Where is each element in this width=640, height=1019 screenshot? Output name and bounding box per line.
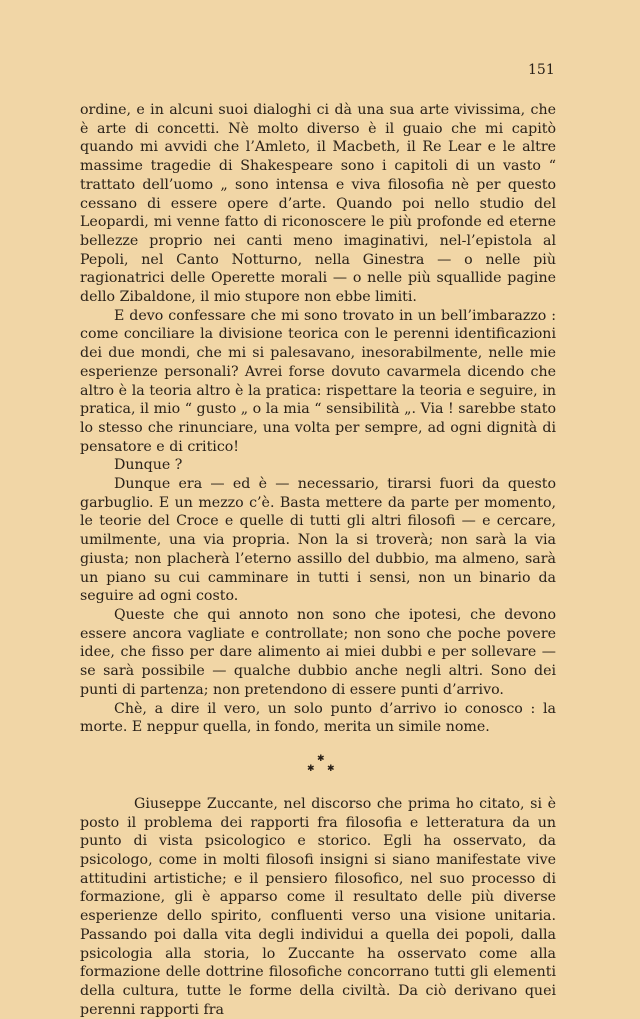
paragraph: Queste che qui annoto non sono che ipotesi, che devono essere ancora vagliate e controllate; non sono che poche povere idee, che fisso per dare alimento ai miei dubbi e per sollevare — se sarà possibile — qualche dubbio anche negli altri. Sono dei punti di partenza; non pretendono di essere punti d’arrivo. bbox=[80, 606, 556, 698]
section-two bbox=[80, 795, 556, 1019]
asterisk-icon: ✱ bbox=[317, 753, 325, 764]
page-number: 151 bbox=[528, 62, 555, 78]
paragraph: ordine, e in alcuni suoi dialoghi ci dà una sua arte vivissima, che è arte di concetti. Nè molto diverso è il guaio che mi capitò quando mi avvidi che l’Amleto, il Macbeth, il Re Lear e le altre massime tragedie di Shakespeare sono i capitoli di un vasto “ trattato dell’uomo „ sono intensa e viva filosofia nè per questo cessano di essere opere d’arte. Quando poi nello studio del Leopardi, mi venne fatto di riconoscere le più profonde ed eterne bellezze proprio nei canti meno imaginativi, nel-l’epistola al Pepoli, nel Canto Notturno, nella Ginestra — o nelle più ragionatrici delle Operette morali — o nelle più squallide pagine dello Zibaldone, il mio stupore non ebbe limiti. bbox=[80, 102, 556, 306]
section-one bbox=[80, 101, 556, 737]
body-text bbox=[80, 101, 556, 1019]
section-separator bbox=[80, 743, 556, 791]
paragraph: Dunque era — ed è — necessario, tirarsi fuori da questo garbuglio. E un mezzo c’è. Basta mettere da parte per momento, le teorie del Croce e quelle di tutti gli altri filosofi — e cercare, umilmente, una via propria. Non la si troverà; non sarà la via giusta; non placherà l’eterno assillo del dubbio, ma almeno, sarà un piano su cui camminare in tutti i sensi, non un binario da seguire ad ogni costo. bbox=[80, 476, 556, 605]
paragraph: Dunque ? bbox=[114, 457, 183, 474]
paragraph: Giuseppe Zuccante, nel discorso che prima ho citato, si è posto il problema dei rapporti fra filosofia e letteratura da un punto di vista psicologico e storico. Egli ha osservato, da psicologo, come in molti filosofi insigni si siano manifestate vive attitudini artistiche; e il pensiero filosofico, nel suo processo di formazione, gli è apparso come il resultato delle più diverse esperienze dello spirito, confluenti verso una visione unitaria. Passando poi dalla vita degli individui a quella dei popoli, dalla psicologia alla storia, lo Zuccante ha osservato come alla formazione delle dottrine filosofiche concorrano tutti gli elementi della cultura, tutte le forme della civiltà. Da ciò derivano quei perenni rapporti fra bbox=[80, 795, 556, 1018]
paragraph: Chè, a dire il vero, un solo punto d’arrivo io conosco : la morte. E neppur quella, in fondo, merita un simile nome. bbox=[80, 700, 556, 736]
paragraph: E devo confessare che mi sono trovato in un bell’imbarazzo : come conciliare la divisione teorica con le perenni identificazioni dei due mondi, che mi si palesavano, inesorabilmente, nelle mie esperienze personali? Avrei forse dovuto cavarmela dicendo che altro è la teoria altro è la pratica: rispettare la teoria e seguire, in pratica, il mio “ gusto „ o la mia “ sensibilità „. Via ! sarebbe stato lo stesso che rinunciare, una volta per sempre, ad ogni dignità di pensatore e di critico! bbox=[80, 307, 556, 455]
asterisk-icon: ✱ bbox=[327, 763, 335, 774]
asterisk-icon: ✱ bbox=[307, 763, 315, 774]
